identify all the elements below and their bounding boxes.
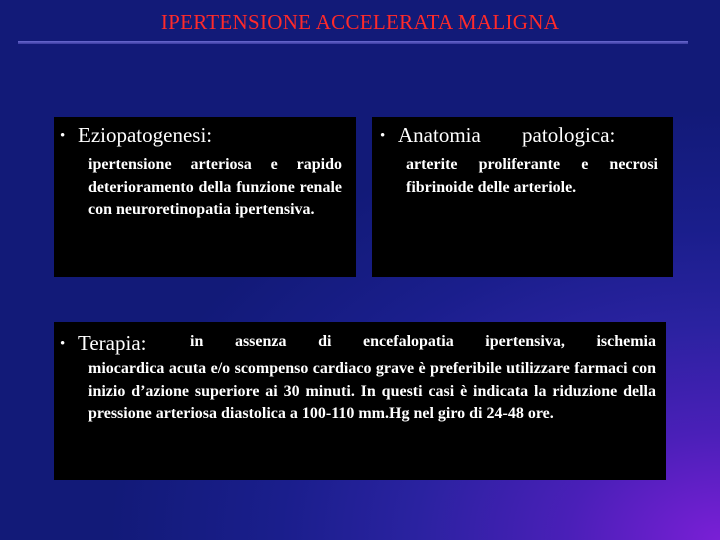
eziopatogenesi-heading-text: Eziopatogenesi: [78, 123, 213, 147]
terapia-heading [60, 331, 147, 356]
terapia-text: miocardica acuta e/o scompenso cardiaco grave è preferibile utilizzare farmaci con inizio d’azione superiore ai 30 minuti. In questi casi è indicata la riduzione della pressione arteriosa diastolica a 100-110 mm.Hg nel giro di 24-48 ore. [88, 360, 656, 422]
anatomia-patologica-text: arterite proliferante e necrosi fibrinoide delle arteriole. [406, 156, 658, 196]
bullet-icon: • [60, 128, 66, 144]
bullet-icon: • [380, 128, 386, 144]
slide-title: IPERTENSIONE ACCELERATA MALIGNA [160, 10, 560, 34]
terapia-heading-text: Terapia: [78, 331, 147, 355]
anatomia-patologica-heading-text: Anatomia patologica: [398, 123, 616, 147]
bullet-icon: • [60, 336, 66, 352]
terapia-text-first-line: in assenza di encefalopatia ipertensiva, ischemia [190, 333, 656, 350]
title-underline [18, 41, 688, 44]
eziopatogenesi-text: ipertensione arteriosa e rapido deterioramento della funzione renale con neuroretinopatia ipertensiva. [88, 156, 342, 218]
eziopatogenesi-heading [60, 123, 212, 148]
anatomia-patologica-heading [380, 123, 615, 148]
